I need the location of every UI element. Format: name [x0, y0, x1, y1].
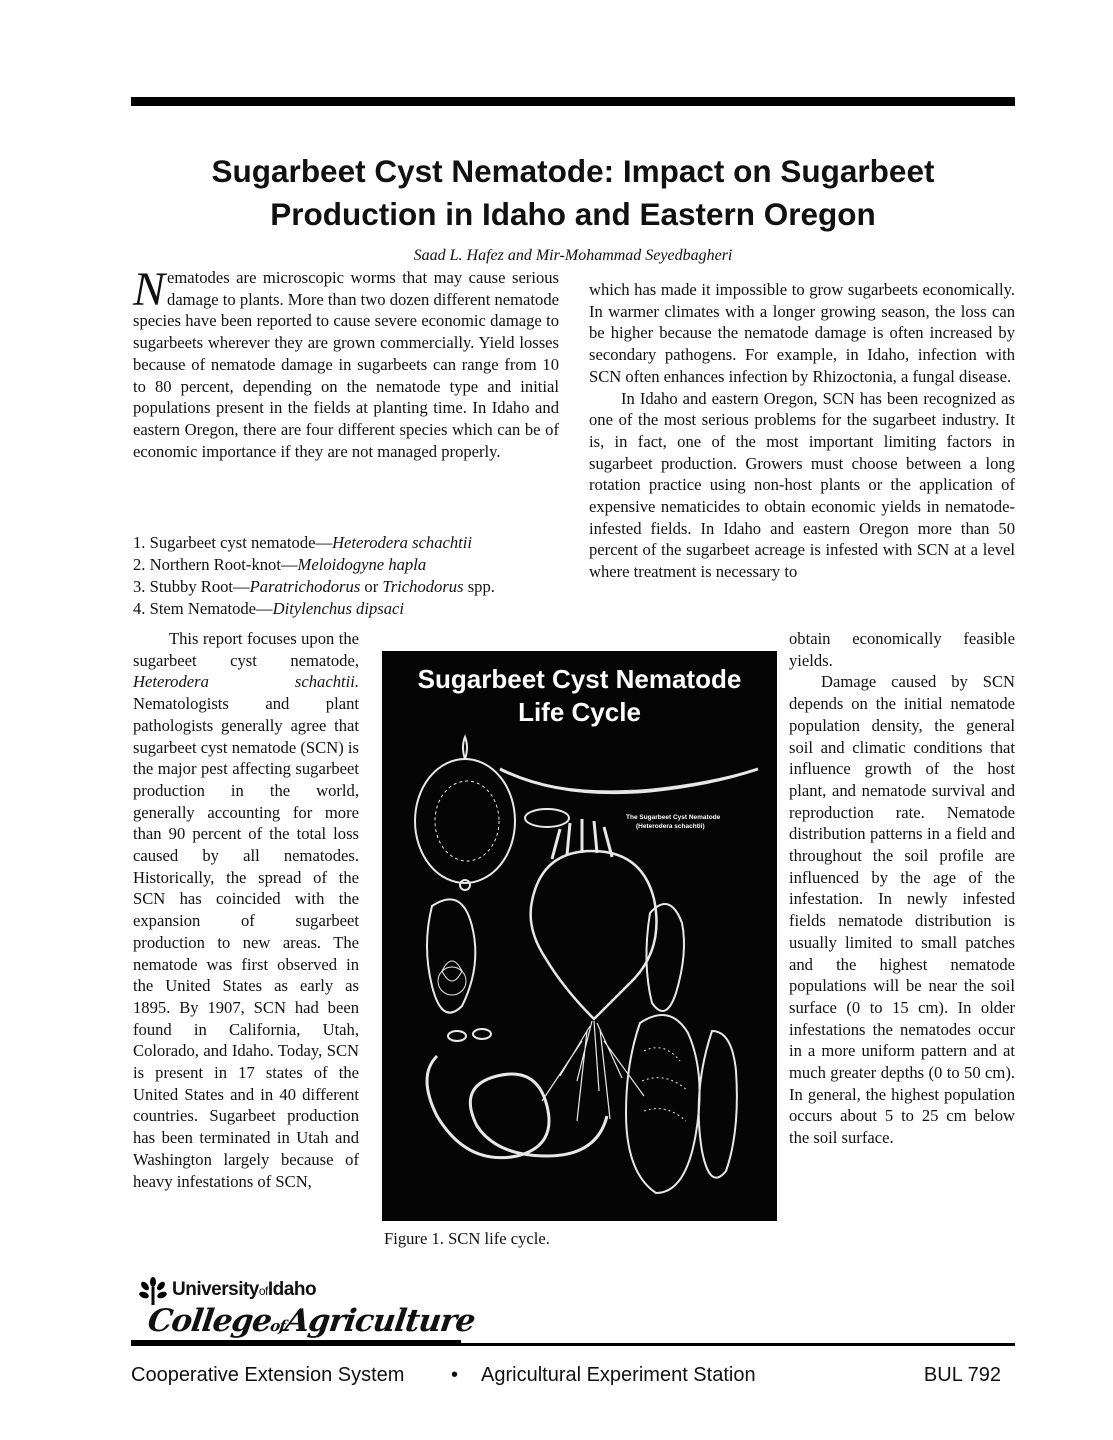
logo-university-text: UniversityofIdaho [172, 1279, 317, 1300]
drop-cap: N [133, 263, 166, 316]
egg-juvenile-drawing [427, 899, 475, 1012]
inset-label-2: (Heterodera schachtii) [636, 823, 705, 830]
intro-text: ematodes are microscopic worms that may cause serious damage to plants. More than two dozen different nematode species have been reported to cause severe economic damage to sugarbeets wherever they are grown commercially. Yield losses because of nematode damage in sugarbeets can range from 10 to 80 percent, depending on the nematode type and initial populations present in the fields at planting time. In Idaho and eastern Oregon, there are four different species which can be of economic importance if they are not managed properly. [133, 268, 559, 461]
adult-drawing [699, 1031, 737, 1178]
figure-caption: Figure 1. SCN life cycle. [384, 1229, 550, 1248]
paragraph: Damage caused by SCN depends on the initial nematode population density, the general soil and climatic conditions that influence growth of the host plant, and nematode survival and reproduction rate. Nematode distribution patterns in a field and throughout the soil profile are influenced by the age of the infestation. In newly infested fields nematode distribution is usually limited to small patches and the highest nematode populations will be near the soil surface (0 to 15 cm). In older infestations the nematodes occur in a more uniform pattern and at much greater depths (0 to 50 cm). In general, the highest population occurs about 5 to 25 cm below the soil surface. [789, 672, 1015, 1148]
inset-label-1: The Sugarbeet Cyst Nematode [626, 814, 721, 821]
footer-bulletin-number: BUL 792 [923, 1364, 1001, 1386]
species-list [133, 532, 563, 620]
footer-separator: • [451, 1364, 459, 1386]
intro-paragraph [133, 263, 559, 462]
list-item: 2. Northern Root-knot—Meloidogyne hapla [133, 555, 427, 574]
logo-college-text: CollegeofAgriculture [145, 1303, 477, 1339]
footer-extension: Cooperative Extension System [131, 1364, 405, 1386]
authors: Saad L. Hafez and Mir-Mohammad Seyedbagheri [413, 247, 733, 264]
juvenile-drawing [500, 769, 758, 793]
footer-rule [131, 1343, 1015, 1346]
top-rule [131, 97, 1015, 106]
nematode-illustration [382, 651, 777, 1221]
figure-title: Sugarbeet Cyst Nematode Life Cycle [417, 664, 742, 727]
column-two [589, 279, 1015, 583]
paragraph: In Idaho and eastern Oregon, SCN has been recognized as one of the most serious problems for the sugarbeet industry. It is, in fact, one of the most important limiting factors in sugarbeet production. Growers must choose between a long rotation practice using non-host plants or the application of expensive nematicides to obtain economic yields in nematode-infested fields. In Idaho and eastern Oregon more than 50 percent of the sugarbeet acreage is infested with SCN at a level where treatment is necessary to [589, 388, 1015, 582]
list-item: 4. Stem Nematode—Ditylenchus dipsaci [133, 599, 404, 618]
footer-station: Agricultural Experiment Station [481, 1364, 756, 1386]
paragraph: obtain economically feasible yields. [789, 629, 1015, 670]
page-title: Sugarbeet Cyst Nematode: Impact on Sugarbeet Production in Idaho and Eastern Oregon [211, 153, 935, 232]
column-three [789, 628, 1015, 1149]
sugarbeet-drawing [531, 851, 657, 1019]
life-cycle-figure [382, 651, 777, 1221]
j3-drawing [646, 904, 684, 1011]
list-item: 3. Stubby Root—Paratrichodorus or Trichodorus spp. [133, 577, 495, 596]
paragraph: which has made it impossible to grow sugarbeets economically. In warmer climates with a longer growing season, the loss can be higher because the nematode damage is often increased by secondary pathogens. For example, in Idaho, infection with SCN often enhances infection by Rhizoctonia, a fungal disease. [589, 280, 1015, 386]
female-drawing [626, 1015, 700, 1193]
wheat-icon [138, 1277, 168, 1305]
report-focus-paragraph: This report focuses upon the sugarbeet cyst nematode, Heterodera schachtii. Nematologists and plant pathologists generally agree that sugarbeet cyst nematode (SCN) is the major pest affecting sugarbeet production in the world, generally accounting for more than 90 percent of the total loss caused by all nematodes. Historically, the spread of the SCN has coincided with the expansion of sugarbeet production to new areas. The nematode was first observed in the United States as early as 1895. By 1907, SCN had been found in California, Utah, Colorado, and Idaho. Today, SCN is present in 17 states of the United States and in 40 different countries. Sugarbeet production has been terminated in Utah and Washington largely because of heavy infestations of SCN, [133, 629, 359, 1191]
cyst-drawing [415, 759, 515, 883]
list-item: 1. Sugarbeet cyst nematode—Heterodera schachtii [133, 533, 473, 552]
footer [131, 1364, 1015, 1394]
